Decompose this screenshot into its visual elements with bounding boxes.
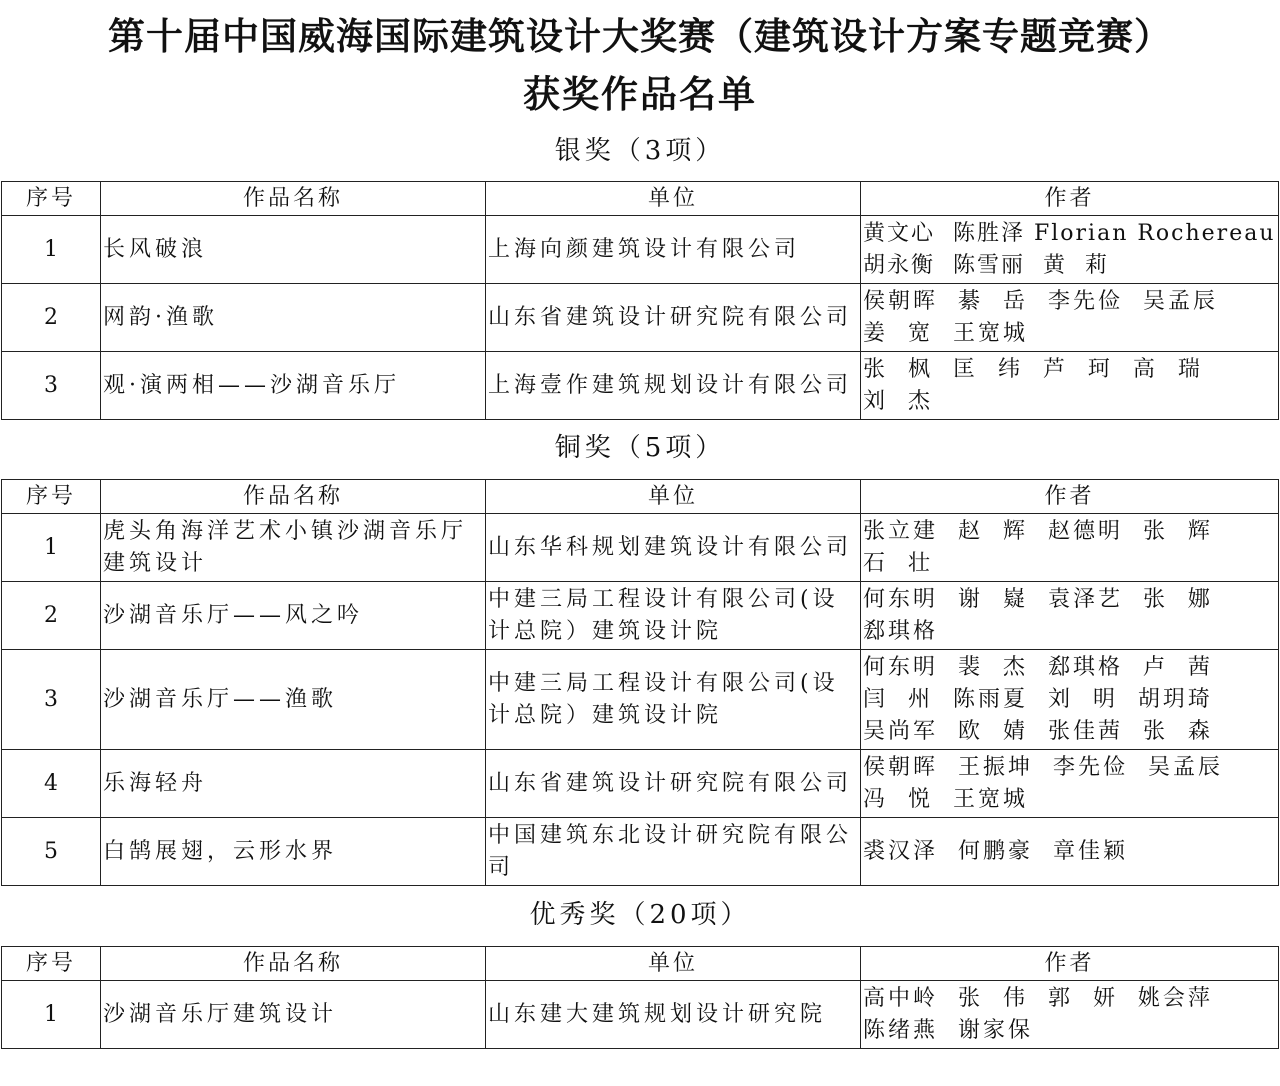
header-name: 作品名称 [101,947,486,981]
row-no: 3 [2,650,101,750]
row-no: 1 [2,981,101,1049]
row-no: 1 [2,216,101,284]
table-row [2,582,1279,650]
table-header-row [2,182,1279,216]
awards-table-bronze [1,479,1279,886]
header-no: 序号 [2,182,101,216]
row-unit: 中建三局工程设计有限公司(设计总院）建筑设计院 [486,650,861,750]
table-row [2,981,1279,1049]
table-row [2,750,1279,818]
row-unit: 上海向颜建筑设计有限公司 [486,216,861,284]
header-unit: 单位 [486,480,861,514]
row-name: 网韵·渔歌 [101,284,486,352]
row-name: 沙湖音乐厅建筑设计 [101,981,486,1049]
awards-table-silver [1,181,1279,420]
row-authors: 裘汉泽 何鹏豪 章佳颖 [861,818,1279,886]
row-unit: 山东省建筑设计研究院有限公司 [486,284,861,352]
row-no: 2 [2,582,101,650]
table-row [2,514,1279,582]
row-no: 4 [2,750,101,818]
row-no: 5 [2,818,101,886]
row-authors: 张 枫 匡 纬 芦 珂 高 瑞 刘 杰 [861,352,1279,420]
row-authors: 何东明 裴 杰 郄琪格 卢 茜 闫 州 陈雨夏 刘 明 胡玥琦 吴尚军 欧 婧 张佳茜 张 森 [861,650,1279,750]
header-unit: 单位 [486,947,861,981]
row-authors: 侯朝晖 王振坤 李先俭 吴孟辰 冯 悦 王宽城 [861,750,1279,818]
row-name: 乐海轻舟 [101,750,486,818]
row-authors: 张立建 赵 辉 赵德明 张 辉 石 壮 [861,514,1279,582]
header-authors: 作者 [861,947,1279,981]
page-subtitle: 获奖作品名单 [523,73,757,116]
table-header-row [2,480,1279,514]
row-unit: 上海壹作建筑规划设计有限公司 [486,352,861,420]
row-no: 3 [2,352,101,420]
table-header-row [2,947,1279,981]
row-name: 沙湖音乐厅——风之吟 [101,582,486,650]
row-unit: 山东省建筑设计研究院有限公司 [486,750,861,818]
table-row [2,352,1279,420]
row-authors: 侯朝晖 綦 岳 李先俭 吴孟辰 姜 宽 王宽城 [861,284,1279,352]
row-unit: 山东华科规划建筑设计有限公司 [486,514,861,582]
header-authors: 作者 [861,480,1279,514]
row-name: 白鹄展翅，云形水界 [101,818,486,886]
header-name: 作品名称 [101,480,486,514]
row-name: 观·演两相——沙湖音乐厅 [101,352,486,420]
header-authors: 作者 [861,182,1279,216]
table-row [2,650,1279,750]
table-row [2,216,1279,284]
section-heading-bronze: 铜奖（5项） [554,433,726,463]
row-unit: 中国建筑东北设计研究院有限公司 [486,818,861,886]
header-no: 序号 [2,480,101,514]
row-authors: 黄文心 陈胜泽 Florian Rochereau 胡永衡 陈雪丽 黄 莉 [861,216,1279,284]
row-no: 1 [2,514,101,582]
row-authors: 高中岭 张 伟 郭 妍 姚会萍 陈绪燕 谢家保 [861,981,1279,1049]
row-authors: 何东明 谢 嶷 袁泽艺 张 娜 郄琪格 [861,582,1279,650]
table-row [2,818,1279,886]
page-title: 第十届中国威海国际建筑设计大奖赛（建筑设计方案专题竞赛） [108,15,1172,58]
section-heading-excellence: 优秀奖（20项） [529,900,751,930]
row-unit: 中建三局工程设计有限公司(设计总院）建筑设计院 [486,582,861,650]
awards-table-excellence [1,946,1279,1049]
header-no: 序号 [2,947,101,981]
header-unit: 单位 [486,182,861,216]
row-unit: 山东建大建筑规划设计研究院 [486,981,861,1049]
section-heading-silver: 银奖（3项） [554,136,726,166]
table-row [2,284,1279,352]
header-name: 作品名称 [101,182,486,216]
row-name: 沙湖音乐厅——渔歌 [101,650,486,750]
row-name: 虎头角海洋艺术小镇沙湖音乐厅建筑设计 [101,514,486,582]
row-name: 长风破浪 [101,216,486,284]
row-no: 2 [2,284,101,352]
